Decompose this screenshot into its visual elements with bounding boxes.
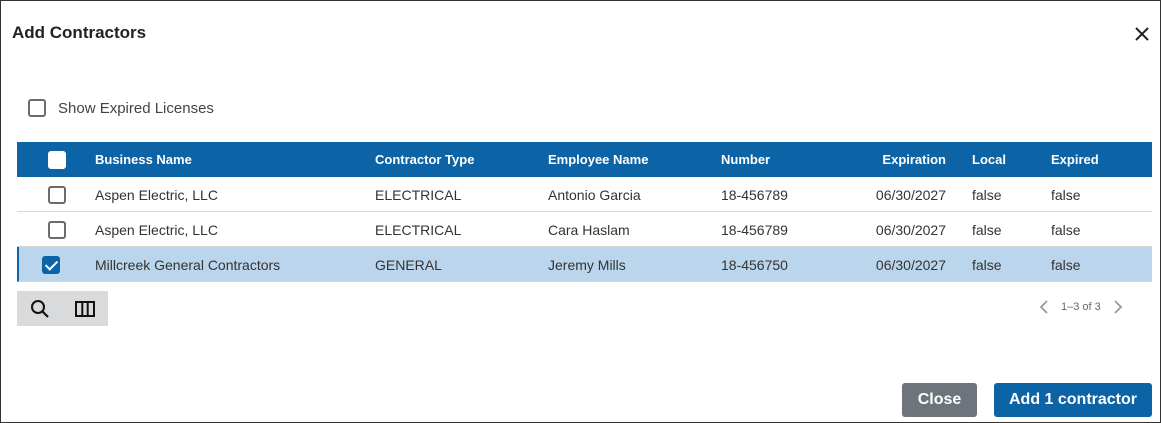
contractor-type-cell: ELECTRICAL <box>375 221 462 238</box>
number-cell: 18-456789 <box>721 186 788 203</box>
show-expired-label: Show Expired Licenses <box>58 99 214 117</box>
row-checkbox[interactable] <box>48 221 66 239</box>
column-header-contractor-type[interactable]: Contractor Type <box>375 152 475 167</box>
employee-name-cell: Cara Haslam <box>548 221 630 238</box>
number-cell: 18-456789 <box>721 221 788 238</box>
contractors-grid <box>17 142 1152 282</box>
local-cell: false <box>972 221 1002 238</box>
columns-button[interactable] <box>62 291 107 326</box>
employee-name-cell: Antonio Garcia <box>548 186 641 203</box>
business-name-cell: Millcreek General Contractors <box>95 256 281 273</box>
expiration-cell: 06/30/2027 <box>875 256 946 273</box>
grid-header-row <box>17 142 1152 177</box>
show-expired-toggle[interactable] <box>28 97 214 119</box>
column-header-local[interactable]: Local <box>972 152 1006 167</box>
local-cell: false <box>972 256 1002 273</box>
column-header-expired[interactable]: Expired <box>1051 152 1099 167</box>
row-select-cell[interactable] <box>48 212 66 247</box>
search-icon <box>30 299 50 319</box>
close-button[interactable]: Close <box>902 383 977 417</box>
table-row[interactable] <box>17 212 1152 247</box>
row-select-cell[interactable] <box>42 247 60 282</box>
close-icon[interactable] <box>1131 23 1153 45</box>
business-name-cell: Aspen Electric, LLC <box>95 221 218 238</box>
pagination-text: 1–3 of 3 <box>1061 301 1101 313</box>
select-all-cell[interactable] <box>48 142 66 177</box>
add-contractor-button[interactable]: Add 1 contractor <box>994 383 1152 417</box>
table-row[interactable] <box>17 177 1152 212</box>
row-checkbox[interactable] <box>48 186 66 204</box>
contractor-type-cell: GENERAL <box>375 256 442 273</box>
expiration-cell: 06/30/2027 <box>875 221 946 238</box>
column-header-employee-name[interactable]: Employee Name <box>548 152 649 167</box>
contractor-type-cell: ELECTRICAL <box>375 186 462 203</box>
column-header-expiration[interactable]: Expiration <box>882 152 946 167</box>
number-cell: 18-456750 <box>721 256 788 273</box>
expired-cell: false <box>1051 256 1081 273</box>
table-row-selected[interactable] <box>17 247 1152 282</box>
expiration-cell: 06/30/2027 <box>875 186 946 203</box>
row-checkbox-checked[interactable] <box>42 256 60 274</box>
select-all-checkbox[interactable] <box>48 151 66 169</box>
pagination <box>1039 299 1123 315</box>
columns-icon <box>75 300 95 318</box>
column-header-business-name[interactable]: Business Name <box>95 152 192 167</box>
expired-cell: false <box>1051 221 1081 238</box>
chevron-right-icon[interactable] <box>1113 299 1123 315</box>
column-header-number[interactable]: Number <box>721 152 771 167</box>
row-select-cell[interactable] <box>48 177 66 212</box>
business-name-cell: Aspen Electric, LLC <box>95 186 218 203</box>
dialog-title: Add Contractors <box>12 23 147 42</box>
expired-cell: false <box>1051 186 1081 203</box>
local-cell: false <box>972 186 1002 203</box>
employee-name-cell: Jeremy Mills <box>548 256 626 273</box>
search-button[interactable] <box>17 291 62 326</box>
show-expired-checkbox[interactable] <box>28 99 46 117</box>
chevron-left-icon[interactable] <box>1039 299 1049 315</box>
grid-toolbar <box>17 291 108 326</box>
